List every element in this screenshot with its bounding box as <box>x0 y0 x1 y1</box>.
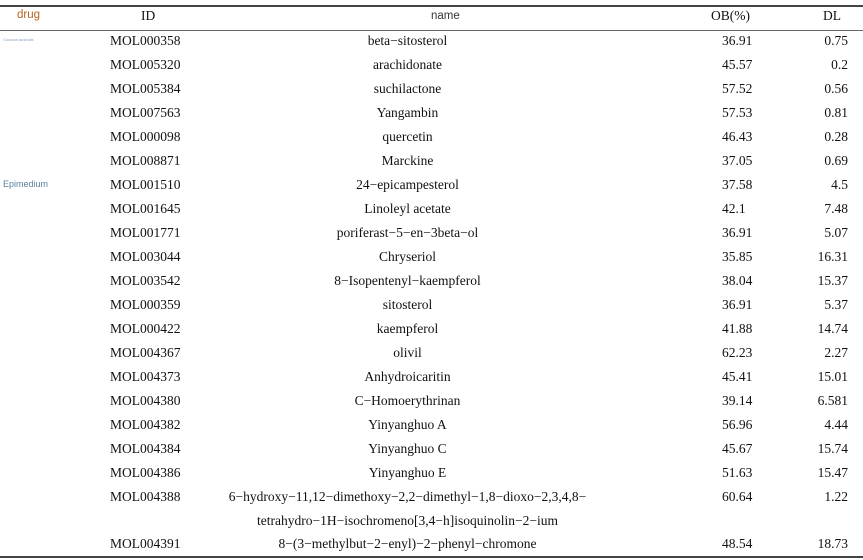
cell-ob: 36.91 <box>722 33 753 48</box>
cell-name: Yinyanghuo A <box>368 417 447 432</box>
cell-dl: 16.31 <box>817 249 848 264</box>
cell-id: MOL003542 <box>110 273 181 288</box>
cell-ob: 46.43 <box>722 129 753 144</box>
cell-dl: 15.47 <box>817 465 848 480</box>
table-row <box>0 78 863 102</box>
top-rule <box>0 5 863 7</box>
table-row <box>0 246 863 270</box>
cell-id: MOL004382 <box>110 417 181 432</box>
cell-name: olivil <box>393 345 422 360</box>
cell-name: 6−hydroxy−11,12−dimethoxy−2,2−dimethyl−1,8−dioxo−2,3,4,8− <box>228 489 587 504</box>
cell-dl: 0.28 <box>824 129 848 144</box>
cell-id: MOL000422 <box>110 321 181 336</box>
table-row <box>0 318 863 342</box>
cell-dl: 0.56 <box>824 81 848 96</box>
cell-name: Linoleyl acetate <box>364 201 451 216</box>
cell-ob: 45.41 <box>722 369 753 384</box>
cell-name: C−Homoerythrinan <box>354 393 461 408</box>
table-row <box>0 342 863 366</box>
table-row <box>0 414 863 438</box>
cell-name: beta−sitosterol <box>367 33 448 48</box>
cell-ob: 38.04 <box>722 273 753 288</box>
table-row <box>0 126 863 150</box>
cell-ob: 41.88 <box>722 321 753 336</box>
cell-ob: 60.64 <box>722 489 753 504</box>
cell-dl: 0.2 <box>831 57 848 72</box>
cell-dl: 0.69 <box>824 153 848 168</box>
cell-name: 24−epicampesterol <box>356 177 459 192</box>
cell-id: MOL001645 <box>110 201 181 216</box>
cell-ob: 51.63 <box>722 465 753 480</box>
cell-id: MOL000359 <box>110 297 181 312</box>
cell-name: Yangambin <box>376 105 439 120</box>
table-row <box>0 54 863 78</box>
cell-ob: 57.53 <box>722 105 753 120</box>
cell-dl: 7.48 <box>824 201 848 216</box>
cell-id: MOL004384 <box>110 441 181 456</box>
table-row <box>0 294 863 318</box>
cell-name: Yinyanghuo E <box>368 465 447 480</box>
cell-name: Marckine <box>381 153 434 168</box>
cell-name: 8−(3−methylbut−2−enyl)−2−phenyl−chromone <box>278 536 537 551</box>
cell-id: MOL007563 <box>110 105 181 120</box>
cell-dl: 15.37 <box>817 273 848 288</box>
drug-group-label: Epimedium <box>3 179 49 189</box>
cell-dl: 6.581 <box>817 393 848 408</box>
cell-ob: 37.05 <box>722 153 753 168</box>
header-drug: drug <box>17 9 41 21</box>
cell-id: MOL004391 <box>110 536 181 551</box>
cell-id: MOL004373 <box>110 369 181 384</box>
drug-group-label: Cuscuta australis <box>3 37 34 42</box>
cell-name: 8−Isopentenyl−kaempferol <box>334 273 481 288</box>
header-dl: DL <box>823 8 841 23</box>
cell-dl: 1.22 <box>824 489 848 504</box>
cell-name: quercetin <box>382 129 433 144</box>
table-row <box>0 533 863 557</box>
table-row <box>0 270 863 294</box>
cell-dl: 0.75 <box>824 33 848 48</box>
table-row <box>0 30 863 54</box>
table-row <box>0 438 863 462</box>
cell-dl: 15.74 <box>817 441 848 456</box>
header-ob: OB(%) <box>711 8 750 23</box>
cell-dl: 2.27 <box>824 345 848 360</box>
table-row <box>0 198 863 222</box>
cell-id: MOL003044 <box>110 249 181 264</box>
table-row <box>0 222 863 246</box>
bottom-rule <box>0 556 863 558</box>
cell-id: MOL005320 <box>110 57 181 72</box>
table-row <box>0 174 863 198</box>
cell-dl: 5.37 <box>824 297 848 312</box>
cell-ob: 45.57 <box>722 57 753 72</box>
header-name: name <box>431 10 460 22</box>
table-row <box>0 390 863 414</box>
cell-dl: 5.07 <box>824 225 848 240</box>
cell-ob: 36.91 <box>722 225 753 240</box>
cell-name: suchilactone <box>373 81 442 96</box>
cell-name: Anhydroicaritin <box>364 369 451 384</box>
cell-name: kaempferol <box>376 321 439 336</box>
cell-ob: 56.96 <box>722 417 753 432</box>
cell-dl: 4.5 <box>831 177 848 192</box>
table-row <box>0 102 863 126</box>
cell-name: arachidonate <box>373 57 442 72</box>
table-row <box>0 366 863 390</box>
cell-ob: 37.58 <box>722 177 753 192</box>
cell-ob: 35.85 <box>722 249 753 264</box>
cell-dl: 4.44 <box>824 417 848 432</box>
cell-ob: 42.1 <box>722 201 746 216</box>
cell-ob: 36.91 <box>722 297 753 312</box>
cell-dl: 0.81 <box>824 105 848 120</box>
cell-name: Chryseriol <box>379 249 436 264</box>
cell-id: MOL005384 <box>110 81 181 96</box>
cell-id: MOL004388 <box>110 489 181 504</box>
table-row <box>0 486 863 534</box>
cell-name: sitosterol <box>382 297 433 312</box>
cell-id: MOL004386 <box>110 465 181 480</box>
cell-dl: 15.01 <box>817 369 848 384</box>
cell-dl: 18.73 <box>817 536 848 551</box>
table-row <box>0 150 863 174</box>
cell-name: Yinyanghuo C <box>368 441 447 456</box>
cell-id: MOL001771 <box>110 225 181 240</box>
cell-ob: 62.23 <box>722 345 753 360</box>
cell-name: poriferast−5−en−3beta−ol <box>336 225 479 240</box>
cell-id: MOL004367 <box>110 345 181 360</box>
cell-id: MOL000358 <box>110 33 181 48</box>
cell-ob: 45.67 <box>722 441 753 456</box>
table-row <box>0 462 863 486</box>
header-id: ID <box>141 8 156 23</box>
cell-ob: 57.52 <box>722 81 753 96</box>
cell-name-continued: tetrahydro−1H−isochromeno[3,4−h]isoquinolin−2−ium <box>257 513 558 528</box>
cell-dl: 14.74 <box>817 321 848 336</box>
cell-id: MOL001510 <box>110 177 181 192</box>
cell-ob: 39.14 <box>722 393 753 408</box>
cell-id: MOL000098 <box>110 129 181 144</box>
cell-id: MOL004380 <box>110 393 181 408</box>
cell-ob: 48.54 <box>722 536 753 551</box>
cell-id: MOL008871 <box>110 153 181 168</box>
